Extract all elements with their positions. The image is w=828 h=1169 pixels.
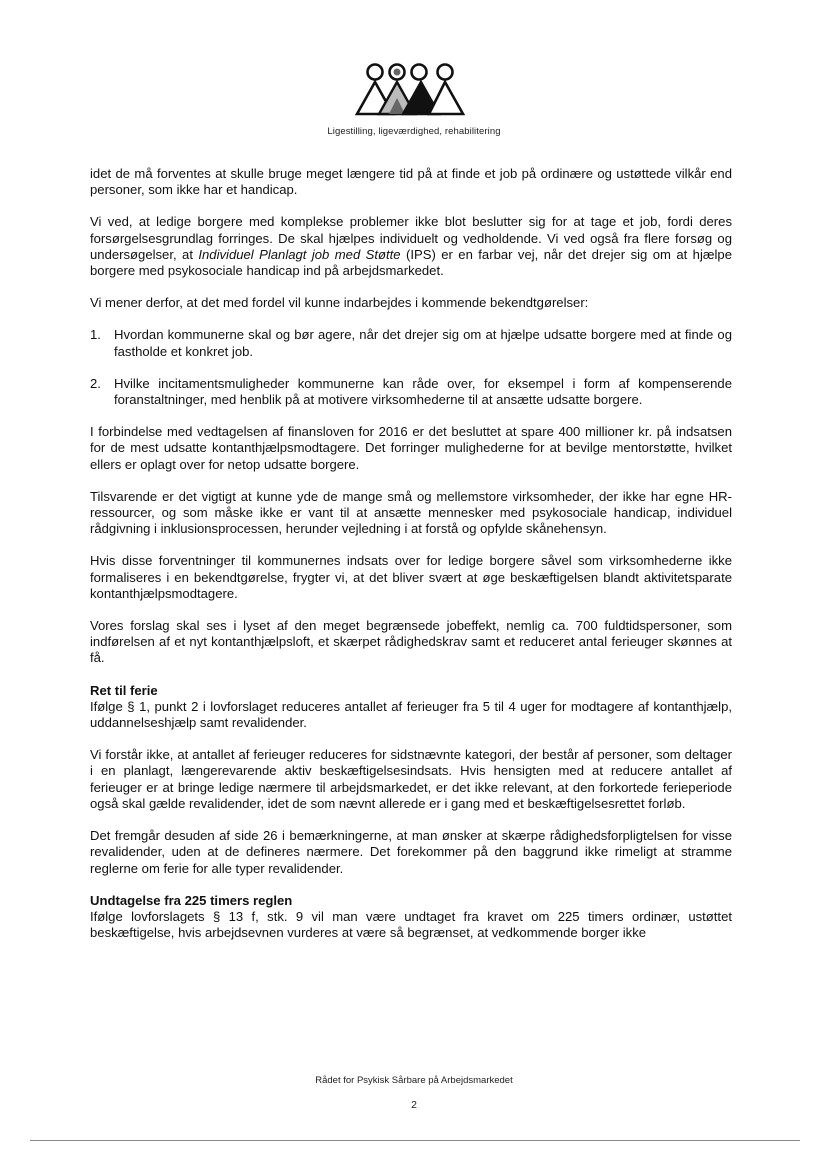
section-heading-ferie: Ret til ferie: [90, 682, 158, 698]
document-body: [90, 166, 732, 941]
paragraph: Tilsvarende er det vigtigt at kunne yde de mange små og mellemstore virksomheder, der ikke har egne HR-ressourcer, og som måske ikke er vant til at ansætte mennesker med psykosociale handicap, individuel rådgivning i inklusionsprocessen, herunder vejledning i at forstå og opfylde skånehensyn.: [90, 488, 732, 537]
paragraph: Vores forslag skal ses i lyset af den meget begrænsede jobeffekt, nemlig ca. 700 fuldtidspersoner, som indførelsen af et nyt kontanthjælpsloft, et skærpet rådighedskrav samt et reduceret antal ferieuger skønnes at få.: [90, 618, 732, 666]
list-item: [90, 327, 732, 359]
paragraph: Ifølge lovforslagets § 13 f, stk. 9 vil man være undtaget fra kravet om 225 timers ordinær, ustøttet beskæftigelse, hvis arbejdsevnen vurderes at være så begrænset, at vedkommende borger ikke: [90, 908, 732, 941]
paragraph: Ifølge § 1, punkt 2 i lovforslaget reduceres antallet af ferieuger fra 5 til 4 uger for modtagere af kontanthjælp, uddannelseshjælp samt revalidender.: [90, 698, 732, 731]
page-number: 2: [411, 1099, 417, 1111]
paragraph: Hvis disse forventninger til kommunernes indsats over for ledige borgere såvel som virksomhederne ikke formaliseres i en bekendtgørelse, frygter vi, at det bliver svært at øge beskæftigelsen blandt aktivitetsparate kontanthjælpsmodtagere.: [90, 553, 732, 601]
section-heading-225-timers: Undtagelse fra 225 timers reglen: [90, 892, 293, 908]
numbered-list: [90, 327, 732, 408]
ips-term: Individuel Planlagt job med Støtte: [198, 246, 401, 262]
paragraph: Vi mener derfor, at det med fordel vil kunne indarbejdes i kommende bekendtgørelser:: [90, 295, 589, 311]
paragraph: I forbindelse med vedtagelsen af finansloven for 2016 er det besluttet at spare 400 millioner kr. på indsatsen for de mest udsatte kontanthjælpsmodtagere. Det forringer mulighederne for at bevilge mentorstøtte, hvilket ellers er oplagt over for netop udsatte borgere.: [90, 424, 732, 472]
list-number: 1.: [90, 327, 101, 343]
paragraph: idet de må forventes at skulle bruge meget længere tid på at finde et job på ordinære og ustøttede vilkår end personer, som ikke har et handicap.: [90, 166, 732, 198]
list-item-text: Hvordan kommunerne skal og bør agere, når det drejer sig om at hjælpe udsatte borgere med at finde og fastholde et konkret job.: [114, 327, 732, 359]
scan-edge-line: [30, 1140, 800, 1141]
paragraph-text: Vi ved, at ledige borgere med komplekse problemer ikke blot beslutter sig for at tage et job, fordi deres forsørgelsesgrundlag forringes. De skal hjælpes individuelt og vedholdende. Vi ved også fra flere forsøg og undersøgelser, at: [90, 214, 732, 262]
header-tagline: Ligestilling, ligeværdighed, rehabilitering: [327, 126, 501, 137]
paragraph-text: (IPS) er en farbar vej, når det drejer sig om at hjælpe borgere med psykosociale handicap ind på arbejdsmarkedet.: [90, 246, 732, 279]
paragraph: [90, 214, 732, 279]
list-item-text: Hvilke incitamentsmuligheder kommunerne kan råde over, for eksempel i form af kompenserende foranstaltninger, med henblik på at motivere virksomhederne til at ansætte udsatte borgere.: [114, 375, 732, 408]
footer-organization: Rådet for Psykisk Sårbare på Arbejdsmarkedet: [315, 1075, 513, 1086]
list-item: [90, 376, 732, 408]
paragraph: Vi forstår ikke, at antallet af ferieuger reduceres for sidstnævnte kategori, der består af personer, som deltager i en planlagt, længerevarende aktiv beskæftigelsesindsats. Hvis hensigten med at reducere antallet af ferieuger er at bringe ledige nærmere til arbejdsmarkedet, er det ikke relevant, at den forkortede ferieperiode også skal gælde revalidender, idet de som nævnt allerede er i gang med et beskæftigelsesrettet forløb.: [90, 747, 732, 811]
paragraph: Det fremgår desuden af side 26 i bemærkningerne, at man ønsker at skærpe rådighedsforpligtelsen for visse revalidender, uden at de defineres nærmere. Det forekommer på den baggrund ikke rimeligt at stramme reglerne om ferie for alle typer revalidender.: [90, 828, 732, 876]
organization-logo: [353, 58, 477, 118]
list-number: 2.: [90, 375, 101, 391]
